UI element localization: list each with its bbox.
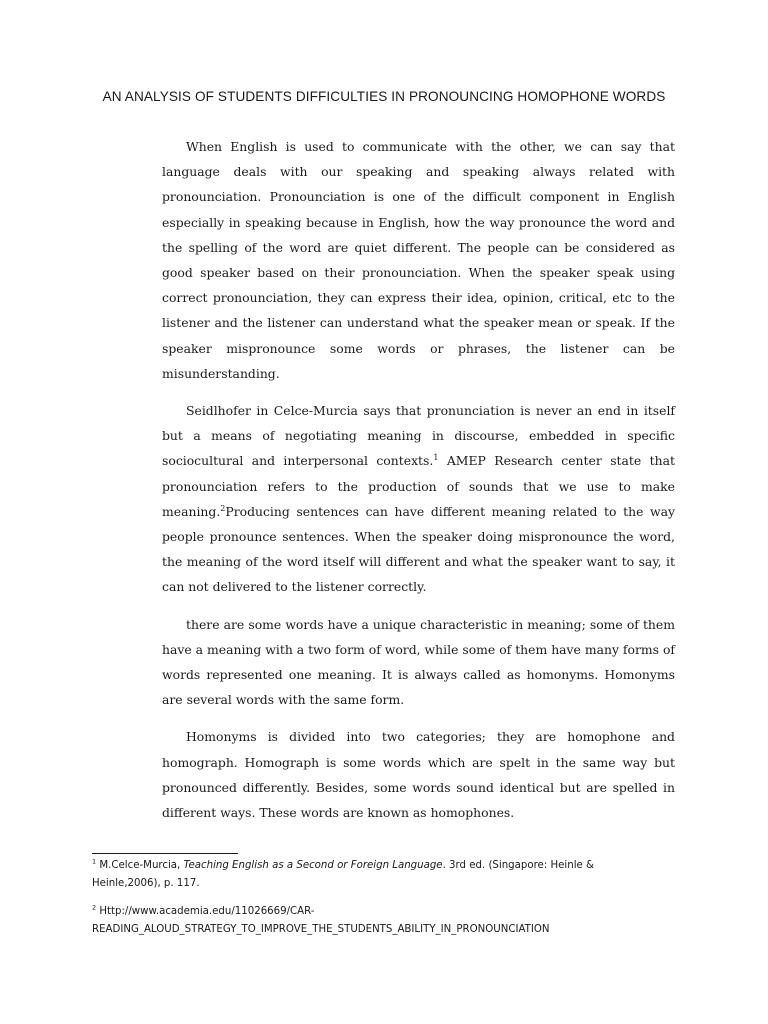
footnote-2-url-line-1: Http://www.academia.edu/11026669/CAR- — [96, 906, 315, 917]
footnote-ref-1: 1 — [433, 453, 439, 463]
footnote-1-number: 1 — [92, 857, 97, 866]
footnote-ref-2: 2 — [220, 503, 226, 513]
paragraph-4: Homonyms is divided into two categories; they are homophone and homograph. Homograph is some words which are spelt in the same way but pronounced differently. Besides, some words sound identical but are spelled in different ways. These words are known as homophones. — [162, 729, 675, 821]
paragraph-2-part-3: Producing sentences can have different meaning related to the way people pronounce sentences. When the speaker doing mispronounce the word, the meaning of the word itself will different and what the speaker want to say, it can not delivered to the listener correctly. — [162, 503, 675, 595]
paragraph-1: When English is used to communicate with the other, we can say that language deals with our speaking and speaking always related with pronounciation. Pronounciation is one of the difficult component in English especially in speaking because in English, how the way pronounce the word and the spelling of the word are quiet different. The people can be considered as good speaker based on their pronounciation. When the speaker speak using correct pronounciation, they can express their idea, opinion, critical, etc to the listener and the listener can understand what the speaker mean or speak. If the speaker mispronounce some words or phrases, the listener can be misunderstanding. — [162, 139, 675, 381]
footnote-1-details: . 3rd ed. (Singapore: Heinle & Heinle,2006), p. 117. — [92, 860, 594, 889]
paragraph-2-part-2: AMEP Research center state that pronounciation refers to the production of sounds that we use to make meaning. — [162, 453, 675, 519]
paragraph-2 — [162, 398, 675, 600]
footnotes — [92, 857, 612, 939]
footnote-2 — [92, 903, 612, 939]
footnote-2-number: 2 — [92, 903, 97, 912]
footnote-1-book-title: Teaching English as a Second or Foreign Language — [183, 860, 443, 871]
footnote-1-author: M.Celce-Murcia, — [96, 860, 184, 871]
footnote-separator — [92, 853, 238, 854]
footnote-1 — [92, 857, 612, 893]
document-title: AN ANALYSIS OF STUDENTS DIFFICULTIES IN PRONOUNCING HOMOPHONE WORDS — [102, 89, 666, 104]
paragraph-2-part-1: Seidlhofer in Celce-Murcia says that pronunciation is never an end in itself but a means of negotiating meaning in discourse, embedded in specific sociocultural and interpersonal contexts. — [162, 403, 675, 469]
paragraph-3: there are some words have a unique characteristic in meaning; some of them have a meaning with a two form of word, while some of them have many forms of words represented one meaning. It is always called as homonyms. Homonyms are several words with the same form. — [162, 616, 675, 708]
footnote-2-url-line-2: READING_ALOUD_STRATEGY_TO_IMPROVE_THE_STUDENTS_ABILITY_IN_PRONOUNCIATION — [92, 924, 550, 935]
document-body — [162, 134, 675, 825]
